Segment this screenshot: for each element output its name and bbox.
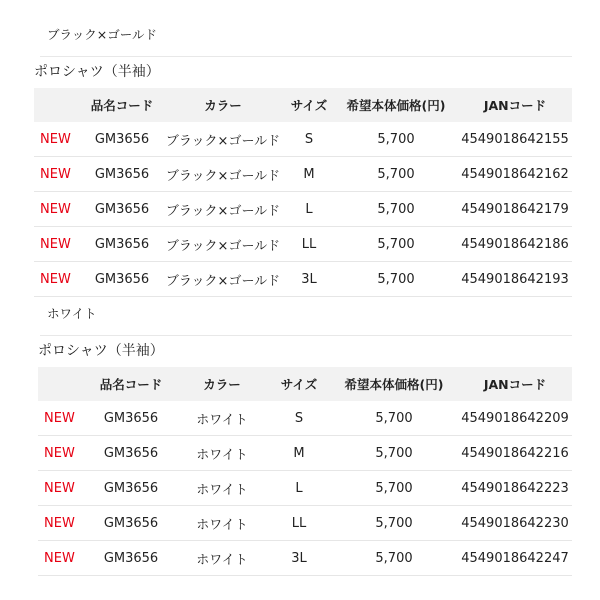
product-title: ポロシャツ（半袖） xyxy=(34,64,160,80)
table-row xyxy=(34,157,572,192)
header-price: 希望本体価格(円) xyxy=(344,377,444,392)
new-badge: NEW xyxy=(38,506,86,541)
color-label: ブラック×ゴールド xyxy=(47,27,157,42)
color-cell: ブラック×ゴールド xyxy=(162,122,284,157)
size-cell: S xyxy=(268,401,330,436)
product-title: ポロシャツ（半袖） xyxy=(38,343,164,359)
header-size: サイズ xyxy=(280,377,318,392)
product-code: GM3656 xyxy=(82,157,162,192)
new-badge: NEW xyxy=(38,401,86,436)
price-cell: 5,700 xyxy=(334,262,458,297)
color-cell: ホワイト xyxy=(176,506,268,541)
section-divider xyxy=(40,335,572,336)
header-badge xyxy=(34,88,82,122)
price-cell: 5,700 xyxy=(334,227,458,262)
header-color: カラー xyxy=(204,98,242,113)
new-badge: NEW xyxy=(34,262,82,297)
jan-cell: 4549018642162 xyxy=(458,157,572,192)
size-cell: L xyxy=(268,471,330,506)
header-code: 品名コード xyxy=(99,377,163,392)
product-code: GM3656 xyxy=(86,541,176,576)
price-cell: 5,700 xyxy=(330,506,458,541)
size-cell: 3L xyxy=(268,541,330,576)
size-cell: 3L xyxy=(284,262,334,297)
table-row xyxy=(38,436,572,471)
new-badge: NEW xyxy=(34,157,82,192)
jan-cell: 4549018642186 xyxy=(458,227,572,262)
new-badge: NEW xyxy=(38,436,86,471)
color-cell: ホワイト xyxy=(176,436,268,471)
product-code: GM3656 xyxy=(86,401,176,436)
table-row xyxy=(34,227,572,262)
size-cell: L xyxy=(284,192,334,227)
table-header-row xyxy=(34,88,572,122)
table-row xyxy=(34,122,572,157)
new-badge: NEW xyxy=(38,541,86,576)
color-cell: ホワイト xyxy=(176,471,268,506)
price-cell: 5,700 xyxy=(330,401,458,436)
jan-cell: 4549018642193 xyxy=(458,262,572,297)
table-row xyxy=(34,262,572,297)
spec-table xyxy=(38,367,572,576)
table-row xyxy=(38,401,572,436)
product-code: GM3656 xyxy=(82,122,162,157)
table-row xyxy=(38,506,572,541)
header-jan: JANコード xyxy=(483,98,547,113)
table-row xyxy=(38,471,572,506)
product-code: GM3656 xyxy=(82,262,162,297)
color-cell: ホワイト xyxy=(176,401,268,436)
jan-cell: 4549018642216 xyxy=(458,436,572,471)
price-cell: 5,700 xyxy=(330,541,458,576)
product-code: GM3656 xyxy=(86,506,176,541)
table-row xyxy=(34,192,572,227)
jan-cell: 4549018642155 xyxy=(458,122,572,157)
header-badge xyxy=(38,367,86,401)
product-code: GM3656 xyxy=(82,192,162,227)
price-cell: 5,700 xyxy=(330,436,458,471)
size-cell: M xyxy=(284,157,334,192)
product-code: GM3656 xyxy=(86,436,176,471)
product-code: GM3656 xyxy=(86,471,176,506)
color-cell: ブラック×ゴールド xyxy=(162,262,284,297)
table-header-row xyxy=(38,367,572,401)
header-size: サイズ xyxy=(290,98,328,113)
new-badge: NEW xyxy=(34,192,82,227)
size-cell: LL xyxy=(284,227,334,262)
color-cell: ブラック×ゴールド xyxy=(162,157,284,192)
header-code: 品名コード xyxy=(90,98,154,113)
header-color: カラー xyxy=(203,377,241,392)
jan-cell: 4549018642209 xyxy=(458,401,572,436)
size-cell: S xyxy=(284,122,334,157)
price-cell: 5,700 xyxy=(334,157,458,192)
size-cell: M xyxy=(268,436,330,471)
spec-table xyxy=(34,88,572,297)
jan-cell: 4549018642230 xyxy=(458,506,572,541)
color-cell: ホワイト xyxy=(176,541,268,576)
product-code: GM3656 xyxy=(82,227,162,262)
header-jan: JANコード xyxy=(483,377,547,392)
color-cell: ブラック×ゴールド xyxy=(162,227,284,262)
jan-cell: 4549018642179 xyxy=(458,192,572,227)
new-badge: NEW xyxy=(34,227,82,262)
size-cell: LL xyxy=(268,506,330,541)
section-divider xyxy=(40,56,572,57)
new-badge: NEW xyxy=(38,471,86,506)
price-cell: 5,700 xyxy=(330,471,458,506)
color-cell: ブラック×ゴールド xyxy=(162,192,284,227)
table-row xyxy=(38,541,572,576)
new-badge: NEW xyxy=(34,122,82,157)
price-cell: 5,700 xyxy=(334,122,458,157)
header-price: 希望本体価格(円) xyxy=(346,98,446,113)
price-cell: 5,700 xyxy=(334,192,458,227)
color-label: ホワイト xyxy=(47,306,97,321)
jan-cell: 4549018642247 xyxy=(458,541,572,576)
jan-cell: 4549018642223 xyxy=(458,471,572,506)
